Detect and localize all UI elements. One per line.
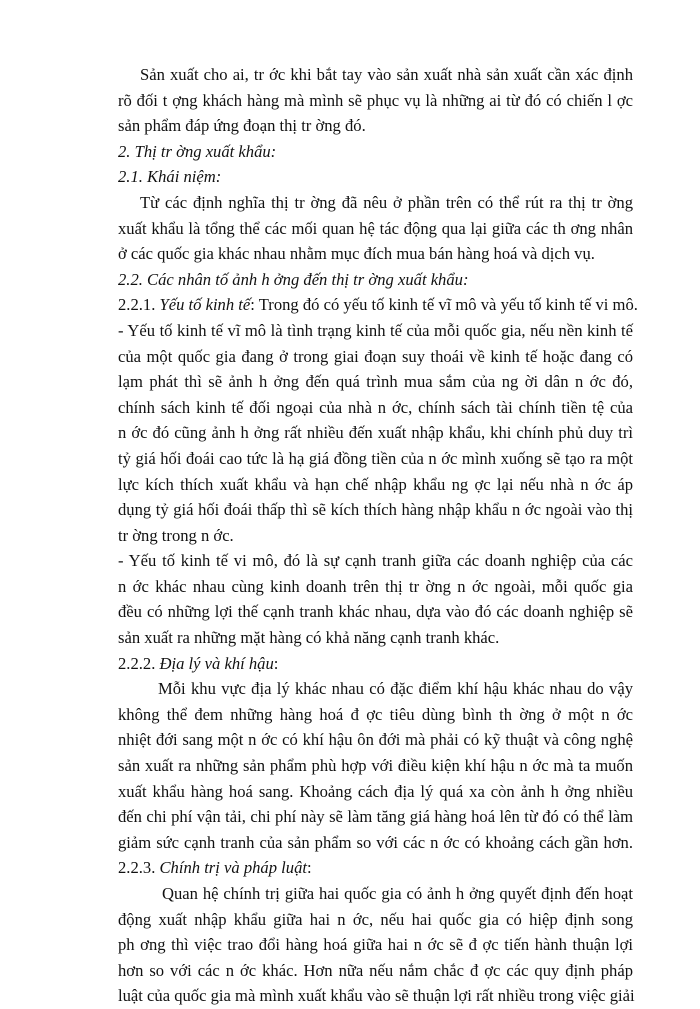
heading-number: 2.2.1.: [118, 295, 160, 315]
paragraph-line: luật của quốc gia mà mình xuất khẩu vào sẽ thuận lợi rất nhiều trong việc giải: [118, 986, 635, 1006]
heading-rest: : Trong đó có yếu tố kinh tế vĩ mô và yếu tố kinh tế vi mô.: [250, 295, 638, 315]
paragraph-line: lực kích thích xuất khẩu và hạn chế nhập khẩu ng ợc lại nếu nhà n ớc áp: [118, 474, 633, 494]
paragraph-line: n ớc khác nhau cùng kinh doanh trên thị tr ờng n ớc ngoài, mỗi quốc gia: [118, 576, 633, 596]
document-page: [118, 62, 638, 1009]
subsection-heading: 2.1. Khái niệm:: [118, 167, 222, 187]
paragraph-line: Sản xuất cho ai, tr ớc khi bắt tay vào sản xuất nhà sản xuất cần xác định: [140, 65, 633, 84]
paragraph-line: đến chi phí vận tải, chi phí này sẽ làm tăng giá hàng hoá lên từ đó có thể làm: [118, 807, 633, 827]
paragraph-line: Mỗi khu vực địa lý khác nhau có đặc điểm khí hậu khác nhau do vậy: [158, 679, 633, 699]
paragraph-line: ở các quốc gia khác nhau nhằm mục đích mua bán hàng hoá và dịch vụ.: [118, 244, 595, 264]
subsection-heading-2-2-2: [118, 651, 633, 677]
paragraph-line: sản xuất ra những mặt hàng có khả năng cạnh tranh khác.: [118, 628, 500, 648]
paragraph-line: dụng tỷ giá hối đoái thấp thì sẽ kích thích hàng nhập khẩu n ớc ngoài vào thị: [118, 500, 633, 520]
paragraph-line: hơn so với các n ớc khác. Hơn nữa nếu nắm chắc đ ợc các quy định pháp: [118, 960, 633, 980]
paragraph-line: giảm sức cạnh tranh của sản phẩm so với các n ớc có khoảng cách gần hơn.: [118, 832, 633, 852]
paragraph-line: - Yếu tố kinh tế vĩ mô là tình trạng kinh tế của mỗi quốc gia, nếu nền kinh tế: [118, 320, 633, 340]
paragraph-line: động xuất nhập khẩu giữa hai n ớc, nếu hai quốc gia có hiệp định song: [118, 909, 633, 929]
paragraph-line: Quan hệ chính trị giữa hai quốc gia có ảnh h ởng quyết định đến hoạt: [162, 884, 633, 903]
paragraph-line: nhiệt đới sang một n ớc có khí hậu ôn đới mà phải có kỹ thuật và công nghệ: [118, 730, 633, 750]
heading-number: 2.2.2.: [118, 653, 160, 673]
paragraph-line: sản xuất ra những sản phẩm phù hợp với điều kiện khí hậu n ớc mà ta muốn: [118, 756, 633, 776]
paragraph-line: đều có những lợi thế cạnh tranh khác nhau, dựa vào đó các doanh nghiệp sẽ: [118, 602, 633, 622]
paragraph-line: sản phẩm đáp ứng đoạn thị tr ờng đó.: [118, 116, 366, 136]
paragraph-line: chính sách kinh tế đối ngoại của nhà n ớc, chính sách tài chính tiền tệ của: [118, 397, 633, 417]
section-heading: 2. Thị tr ờng xuất khẩu:: [118, 141, 277, 161]
paragraph-line: xuất khẩu hàng hoá sang. Khoảng cách địa lý quá xa còn ảnh h ởng nhiều: [118, 781, 633, 801]
paragraph-line: của một quốc gia đang ở trong giai đoạn suy thoái về kinh tế hoặc đang có: [118, 346, 633, 366]
paragraph-line: - Yếu tố kinh tế vi mô, đó là sự cạnh tranh giữa các doanh nghiệp của các: [118, 551, 633, 571]
subsection-heading-2-2-1: [118, 292, 638, 318]
heading-title: Chính trị và pháp luật: [159, 858, 307, 878]
heading-rest: :: [307, 858, 312, 878]
paragraph-line: tỷ giá hối đoái cao tức là hạ giá đồng tiền của n ớc mình xuống sẽ tạo ra một: [118, 448, 633, 468]
subsection-heading-2-2-3: [118, 855, 633, 881]
paragraph-line: xuất khẩu là tổng thể các mối quan hệ tác động qua lại giữa các th ơng nhân: [118, 218, 633, 238]
paragraph-line: tr ờng trong n ớc.: [118, 525, 234, 545]
paragraph-line: Từ các định nghĩa thị tr ờng đã nêu ở phần trên có thể rút ra thị tr ờng: [140, 192, 633, 212]
paragraph-line: ph ơng thì việc trao đổi hàng hoá giữa hai n ớc sẽ đ ợc tiến hành thuận lợi: [118, 935, 633, 955]
heading-number: 2.2.3.: [118, 858, 160, 878]
heading-rest: :: [273, 653, 279, 673]
paragraph-line: không thể đem những hàng hoá đ ợc tiêu dùng bình th ờng ở một n ớc: [118, 704, 633, 724]
paragraph-line: lạm phát thì sẽ ảnh h ởng đến quá trình mua sắm của ng ời dân n ớc đó,: [118, 372, 633, 392]
heading-title: Yếu tố kinh tế: [159, 295, 251, 315]
paragraph-line: rõ đối t ợng khách hàng mà mình sẽ phục vụ là những ai từ đó có chiến l ợc: [118, 90, 633, 110]
paragraph-line: n ớc đó cũng ảnh h ởng rất nhiều đến xuất nhập khẩu, khi chính phủ duy trì: [118, 423, 633, 443]
heading-title: Địa lý và khí hậu: [159, 653, 274, 673]
subsection-heading: 2.2. Các nhân tố ảnh h ởng đến thị tr ờng xuất khẩu:: [118, 269, 469, 289]
